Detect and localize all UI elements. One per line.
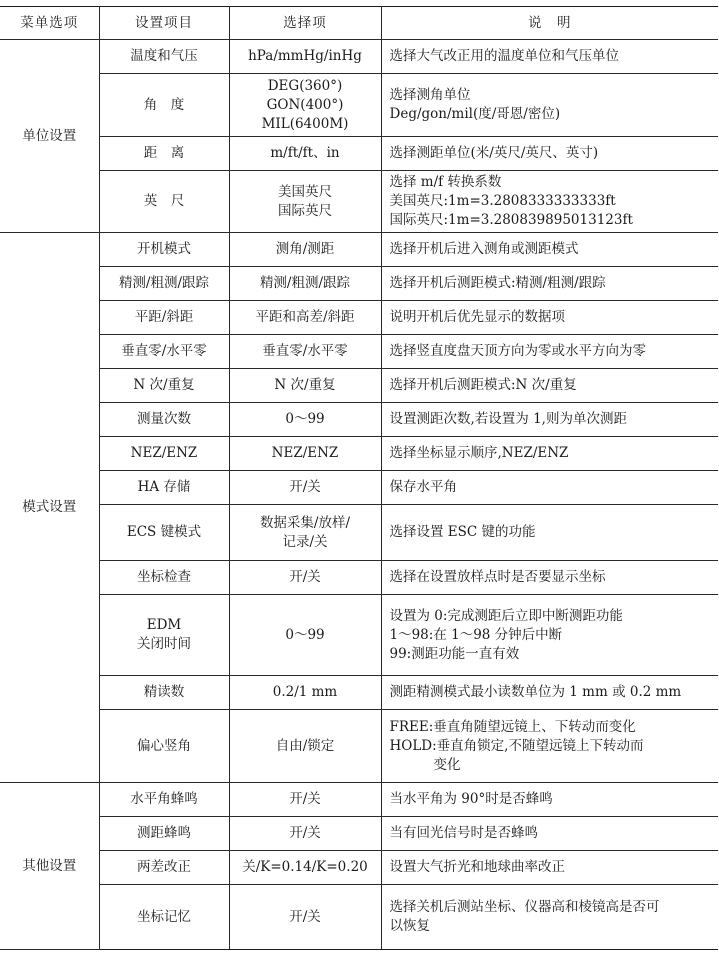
description-line: 设置大气折光和地球曲率改正 [389,859,565,875]
description-line: 当水平角为 90°时是否蜂鸣 [389,791,553,807]
item-cell [99,171,229,233]
description-cell [381,676,718,710]
item-cell [99,301,229,335]
option-cell [229,851,381,885]
description-line: 1～98:在 1～98 分钟后中断 [389,626,563,643]
option-line: 记录/关 [282,533,328,550]
option-line: MIL(6400M) [261,115,349,132]
description-cell [381,817,718,851]
item-cell [99,437,229,471]
table-row [0,595,718,676]
description-cell [381,471,718,505]
option-line: 数据采集/放样/ [259,514,351,531]
option-cell [229,74,381,137]
option-cell [229,233,381,267]
table-row [0,171,718,233]
description-line: 选择开机后测距模式:精测/粗测/跟踪 [389,275,606,291]
header-option: 选择项 [229,7,381,40]
option-line: m/ft/ft、in [270,145,340,161]
option-cell [229,885,381,950]
item-line: N 次/重复 [133,377,195,393]
header-item: 设置项目 [99,7,229,40]
item-cell [99,267,229,301]
description-line: 当有回光信号时是否蜂鸣 [389,825,538,841]
table-row [0,369,718,403]
option-cell [229,676,381,710]
option-line: 平距和高差/斜距 [255,309,355,325]
item-line: ECS 键模式 [126,524,202,540]
item-line: 角 度 [143,96,185,113]
item-cell [99,851,229,885]
option-cell [229,710,381,783]
header-menu: 菜单选项 [0,7,99,40]
option-cell [229,137,381,171]
table-row [0,885,718,950]
table-row [0,233,718,267]
header-row [0,7,718,40]
table-row [0,40,718,74]
table-body [0,40,718,950]
table-row [0,676,718,710]
item-line: 测距蜂鸣 [137,825,191,841]
option-cell [229,817,381,851]
description-cell [381,137,718,171]
item-cell [99,137,229,171]
item-line: 精读数 [143,684,185,700]
description-line: 选择设置 ESC 键的功能 [389,524,536,540]
item-line: 平距/斜距 [134,309,194,325]
description-line: 选择测角单位 [389,87,471,103]
item-cell [99,369,229,403]
option-line: 0～99 [285,411,325,427]
option-cell [229,561,381,595]
description-cell [381,335,718,369]
item-cell [99,335,229,369]
option-cell [229,471,381,505]
description-line: 选择 m/f 转换系数 [389,174,502,190]
item-line: 精测/粗测/跟踪 [118,275,210,291]
item-line: 水平角蜂鸣 [130,791,198,807]
table-row [0,437,718,471]
option-cell [229,403,381,437]
item-cell [99,710,229,783]
description-line: 变化 [433,756,461,773]
option-line: 关/K=0.14/K=0.20 [242,859,368,875]
category-cell: 模式设置 [0,233,99,783]
table-row [0,74,718,137]
item-line: HA 存储 [137,479,191,495]
item-line: 垂直零/水平零 [121,343,207,359]
description-cell [381,710,718,783]
item-cell [99,233,229,267]
description-line: 选择在设置放样点时是否要显示坐标 [389,569,606,585]
description-line: 选择测距单位(米/英尺/英尺、英寸) [389,145,599,161]
item-cell [99,471,229,505]
option-cell [229,369,381,403]
option-line: NEZ/ENZ [271,445,339,461]
description-cell [381,885,718,950]
option-line: 垂直零/水平零 [262,343,348,359]
item-cell [99,783,229,817]
item-line: 开机模式 [137,241,191,257]
option-line: 开/关 [289,479,321,495]
table-row [0,471,718,505]
description-line: 选择开机后进入测角或测距模式 [389,241,579,257]
option-line: 精测/粗测/跟踪 [259,275,351,291]
option-line: N 次/重复 [274,377,336,393]
option-line: 0.2/1 mm [272,684,338,700]
table-row [0,335,718,369]
description-cell [381,233,718,267]
option-line: hPa/mmHg/inHg [248,48,362,64]
description-cell [381,783,718,817]
option-cell [229,301,381,335]
table-row [0,817,718,851]
description-line: HOLD:垂直角锁定,不随望远镜上下转动而 [389,737,644,754]
description-line: 设置为 0:完成测距后立即中断测距功能 [389,607,623,624]
item-cell [99,74,229,137]
option-cell [229,171,381,233]
description-cell [381,561,718,595]
option-cell [229,267,381,301]
description-line: 选择坐标显示顺序,NEZ/ENZ [389,445,569,461]
item-line: 测量次数 [137,411,191,427]
item-cell [99,505,229,561]
description-line: 测距精测模式最小读数单位为 1 mm 或 0.2 mm [389,684,682,700]
item-cell [99,403,229,437]
description-line: 99:测距功能一直有效 [389,645,520,662]
item-line: 坐标记忆 [137,908,191,925]
item-line: 偏心竖角 [137,737,191,754]
description-cell [381,301,718,335]
item-line: 距 离 [143,145,185,161]
table-row [0,403,718,437]
table-row [0,505,718,561]
item-cell [99,40,229,74]
settings-table-container [0,6,718,950]
item-line: 英 尺 [143,193,185,209]
description-line: 说明开机后优先显示的数据项 [389,309,565,325]
option-line: 开/关 [289,908,321,925]
item-line: 温度和气压 [130,48,198,64]
description-line: 以恢复 [389,918,430,934]
description-line: 设置测距次数,若设置为 1,则为单次测距 [389,411,627,427]
item-cell [99,885,229,950]
item-line: 关闭时间 [137,636,191,652]
option-cell [229,783,381,817]
description-line: 选择大气改正用的温度单位和气压单位 [389,48,619,64]
description-cell [381,267,718,301]
option-line: 开/关 [289,825,321,841]
table-row [0,137,718,171]
description-line: 保存水平角 [389,479,457,495]
item-line: 两差改正 [137,859,191,875]
item-line: NEZ/ENZ [130,445,198,461]
option-line: 国际英尺 [278,202,332,219]
description-line: 选择竖直度盘天顶方向为零或水平方向为零 [389,343,646,359]
table-row [0,561,718,595]
table-row [0,267,718,301]
option-line: 0～99 [285,626,325,643]
option-line: 开/关 [289,569,321,585]
option-line: 自由/锁定 [275,737,335,754]
table-row [0,851,718,885]
option-line: GON(400°) [266,96,344,113]
option-line: DEG(360°) [267,77,343,94]
description-cell [381,171,718,233]
description-line: 美国英尺:1m=3.2808333333333ft [389,193,616,209]
option-line: 开/关 [289,791,321,807]
item-cell [99,561,229,595]
description-cell [381,505,718,561]
table-row [0,783,718,817]
description-cell [381,403,718,437]
option-line: 美国英尺 [278,183,332,200]
description-line: 选择开机后测距模式:N 次/重复 [389,377,577,393]
description-cell [381,369,718,403]
item-line: 坐标检查 [137,569,191,585]
item-cell [99,595,229,676]
option-cell [229,595,381,676]
category-cell: 单位设置 [0,40,99,233]
item-line: EDM [146,617,182,633]
table-row [0,710,718,783]
description-line: FREE:垂直角随望远镜上、下转动而变化 [389,718,636,735]
option-cell [229,40,381,74]
description-cell [381,851,718,885]
option-cell [229,335,381,369]
item-cell [99,676,229,710]
description-cell [381,437,718,471]
description-cell [381,595,718,676]
option-line: 测角/测距 [275,241,335,257]
description-line: 国际英尺:1m=3.280839895013123ft [389,212,633,228]
category-cell: 其他设置 [0,783,99,950]
settings-table [0,6,718,950]
header-desc: 说 明 [381,7,718,40]
description-line: 选择关机后测站坐标、仪器高和棱镜高是否可 [389,899,660,915]
option-cell [229,505,381,561]
description-line: Deg/gon/mil(度/哥恩/密位) [389,106,561,122]
option-cell [229,437,381,471]
item-cell [99,817,229,851]
description-cell [381,40,718,74]
table-row [0,301,718,335]
description-cell [381,74,718,137]
